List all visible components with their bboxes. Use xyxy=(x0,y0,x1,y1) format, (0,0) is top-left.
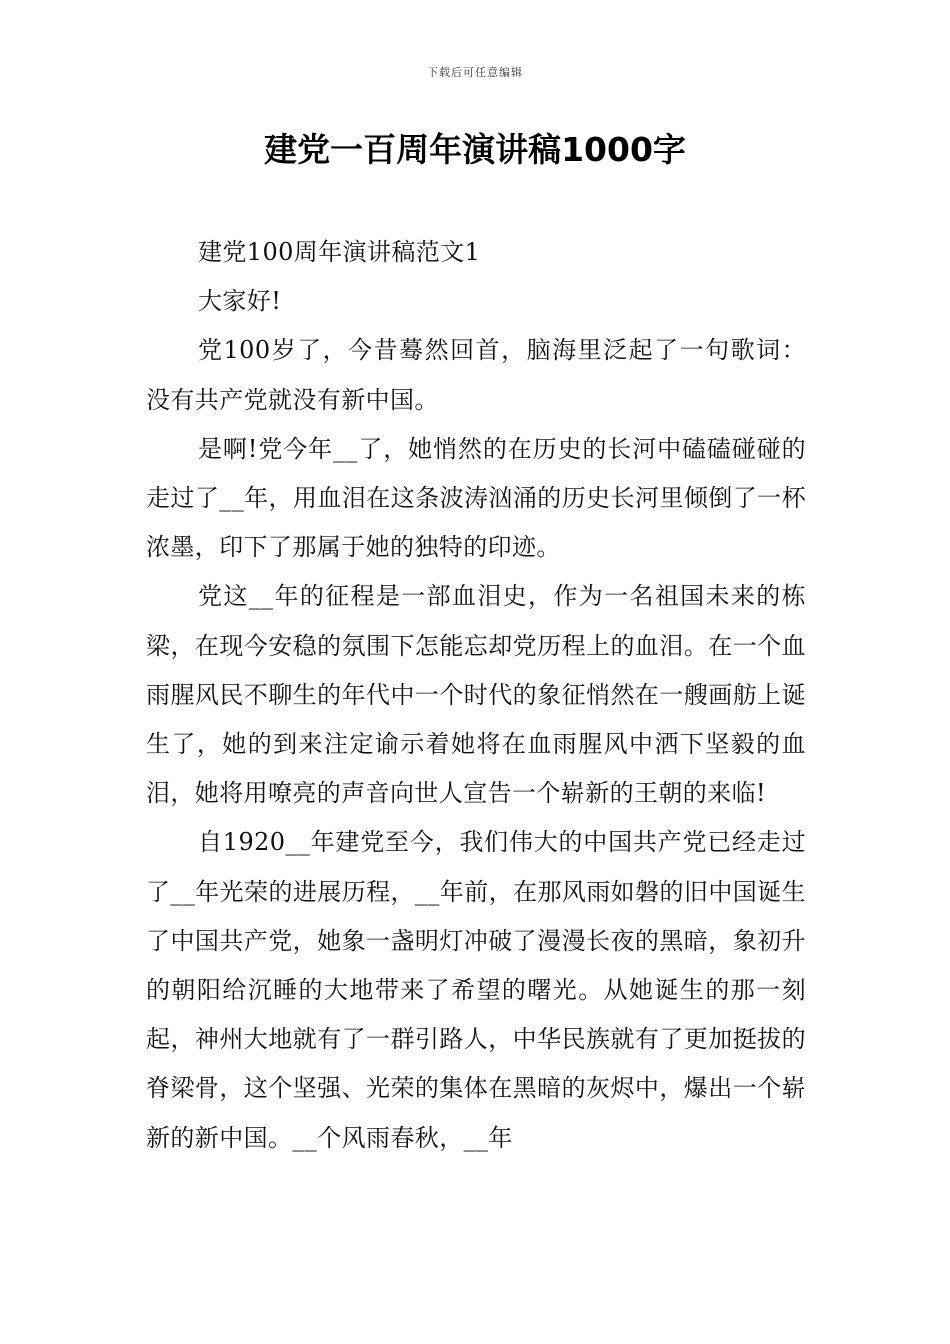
paragraph-subtitle: 建党100周年演讲稿范文1 xyxy=(198,238,481,266)
document-body xyxy=(146,228,806,1163)
paragraph-2: 是啊!党今年__了，她悄然的在历史的长河中磕磕碰碰的走过了__年，用血泪在这条波涛汹涌的历史长河里倾倒了一杯浓墨，印下了那属于她的独特的印迹。 xyxy=(146,434,806,562)
document-title: 建党一百周年演讲稿1000字 xyxy=(264,130,686,169)
paragraph-3: 党这__年的征程是一部血泪史，作为一名祖国未来的栋梁，在现今安稳的氛围下怎能忘却党历程上的血泪。在一个血雨腥风民不聊生的年代中一个时代的象征悄然在一艘画舫上诞生了，她的到来注定谕示着她将在血雨腥风中洒下坚毅的血泪，她将用嘹亮的声音向世人宣告一个崭新的王朝的来临! xyxy=(146,582,806,808)
header-note: 下载后可任意编辑 xyxy=(427,66,523,79)
paragraph-4: 自1920__年建党至今，我们伟大的中国共产党已经走过了__年光荣的进展历程，__年前，在那风雨如磐的旧中国诞生了中国共产党，她象一盏明灯冲破了漫漫长夜的黑暗，象初升的朝阳给沉睡的大地带来了希望的曙光。从她诞生的那一刻起，神州大地就有了一群引路人，中华民族就有了更加挺拔的脊梁骨，这个坚强、光荣的集体在黑暗的灰烬中，爆出一个崭新的新中国。__个风雨春秋，__年 xyxy=(146,828,806,1152)
paragraph-greeting: 大家好! xyxy=(198,287,282,316)
paragraph-1: 党100岁了，今昔蓦然回首，脑海里泛起了一句歌词：没有共产党就没有新中国。 xyxy=(146,336,806,414)
